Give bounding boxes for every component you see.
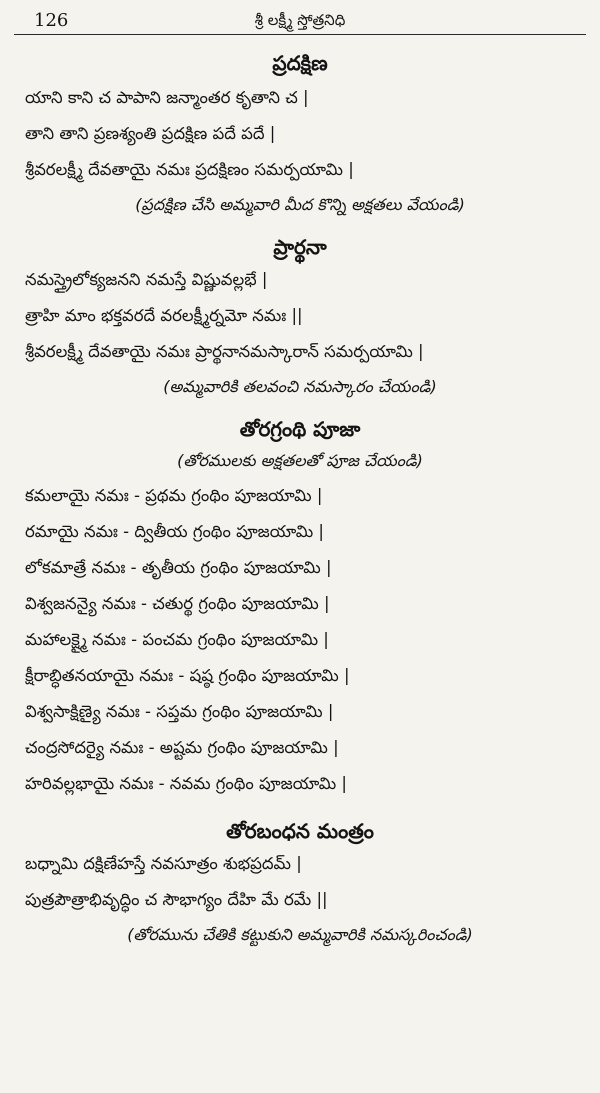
instruction-note: (అమ్మవారికి తలవంచి నమస్కారం చేయండి) bbox=[163, 377, 437, 396]
verse-line: పుత్రపౌత్రాభివృద్ధిం చ సౌభాగ్యం దేహి మే రమే || bbox=[25, 890, 328, 909]
section-heading: తోరబంధన మంత్రం bbox=[226, 819, 374, 843]
verse-line: క్షీరాబ్ధితనయాయై నమః - షష్ఠ గ్రంథిం పూజయామి | bbox=[25, 666, 350, 685]
verse-line: నమస్త్రైలోక్యజనని నమస్తే విష్ణువల్లభే | bbox=[25, 270, 268, 289]
section-heading: ప్రార్థనా bbox=[273, 235, 327, 259]
verse-line: లోకమాత్రే నమః - తృతీయ గ్రంథిం పూజయామి | bbox=[25, 558, 332, 577]
verse-line: యాని కాని చ పాపాని జన్మాంతర కృతాని చ | bbox=[25, 88, 309, 107]
section-heading: ప్రదక్షిణ bbox=[272, 51, 328, 75]
verse-line: హరివల్లభాయై నమః - నవమ గ్రంథిం పూజయామి | bbox=[25, 774, 347, 793]
instruction-note: (తోరములకు అక్షతలతో పూజ చేయండి) bbox=[177, 451, 423, 470]
page-content bbox=[0, 48, 600, 962]
verse-line: బధ్నామి దక్షిణేహస్తే నవసూత్రం శుభప్రదమ్ | bbox=[25, 854, 302, 873]
page-number: 126 bbox=[34, 10, 69, 31]
verse-line: మహాలక్ష్మై నమః - పంచమ గ్రంథిం పూజయామి | bbox=[25, 630, 329, 649]
verse-line: శ్రీవరలక్ష్మీ దేవతాయై నమః ప్రదక్షిణం సమర్పయామి | bbox=[25, 160, 354, 179]
verse-line: విశ్వజనన్యై నమః - చతుర్థ గ్రంథిం పూజయామి | bbox=[25, 594, 330, 613]
verse-line: విశ్వసాక్షిణ్యై నమః - సప్తమ గ్రంథిం పూజయామి | bbox=[25, 702, 334, 721]
verse-line: రమాయై నమః - ద్వితీయ గ్రంథిం పూజయామి | bbox=[25, 522, 324, 541]
verse-line: త్రాహి మాం భక్తవరదే వరలక్ష్మీర్నమో నమః || bbox=[25, 306, 303, 325]
section-toragranthi-puja bbox=[0, 414, 600, 802]
page-header bbox=[14, 10, 586, 35]
verse-line: చంద్రసోదర్యై నమః - అష్టమ గ్రంథిం పూజయామి | bbox=[25, 738, 339, 757]
verse-line: తాని తాని ప్రణశ్యంతి ప్రదక్షిణ పదే పదే | bbox=[25, 124, 276, 143]
section-prarthana bbox=[0, 232, 600, 404]
instruction-note: (ప్రదక్షిణ చేసి అమ్మవారి మీద కొన్ని అక్షతలు వేయండి) bbox=[135, 195, 465, 214]
section-torabandhana-mantram bbox=[0, 816, 600, 952]
section-heading: తోరగ్రంథి పూజా bbox=[239, 417, 361, 441]
running-title: శ్రీ లక్ష్మీ స్తోత్రనిధి bbox=[254, 11, 346, 29]
verse-line: శ్రీవరలక్ష్మీ దేవతాయై నమః ప్రార్థనానమస్కారాన్ సమర్పయామి | bbox=[25, 342, 424, 361]
section-pradakshina bbox=[0, 48, 600, 222]
instruction-note: (తోరమును చేతికి కట్టుకుని అమ్మవారికి నమస్కరించండి) bbox=[127, 925, 473, 944]
verse-line: కమలాయై నమః - ప్రథమ గ్రంథిం పూజయామి | bbox=[25, 486, 323, 505]
